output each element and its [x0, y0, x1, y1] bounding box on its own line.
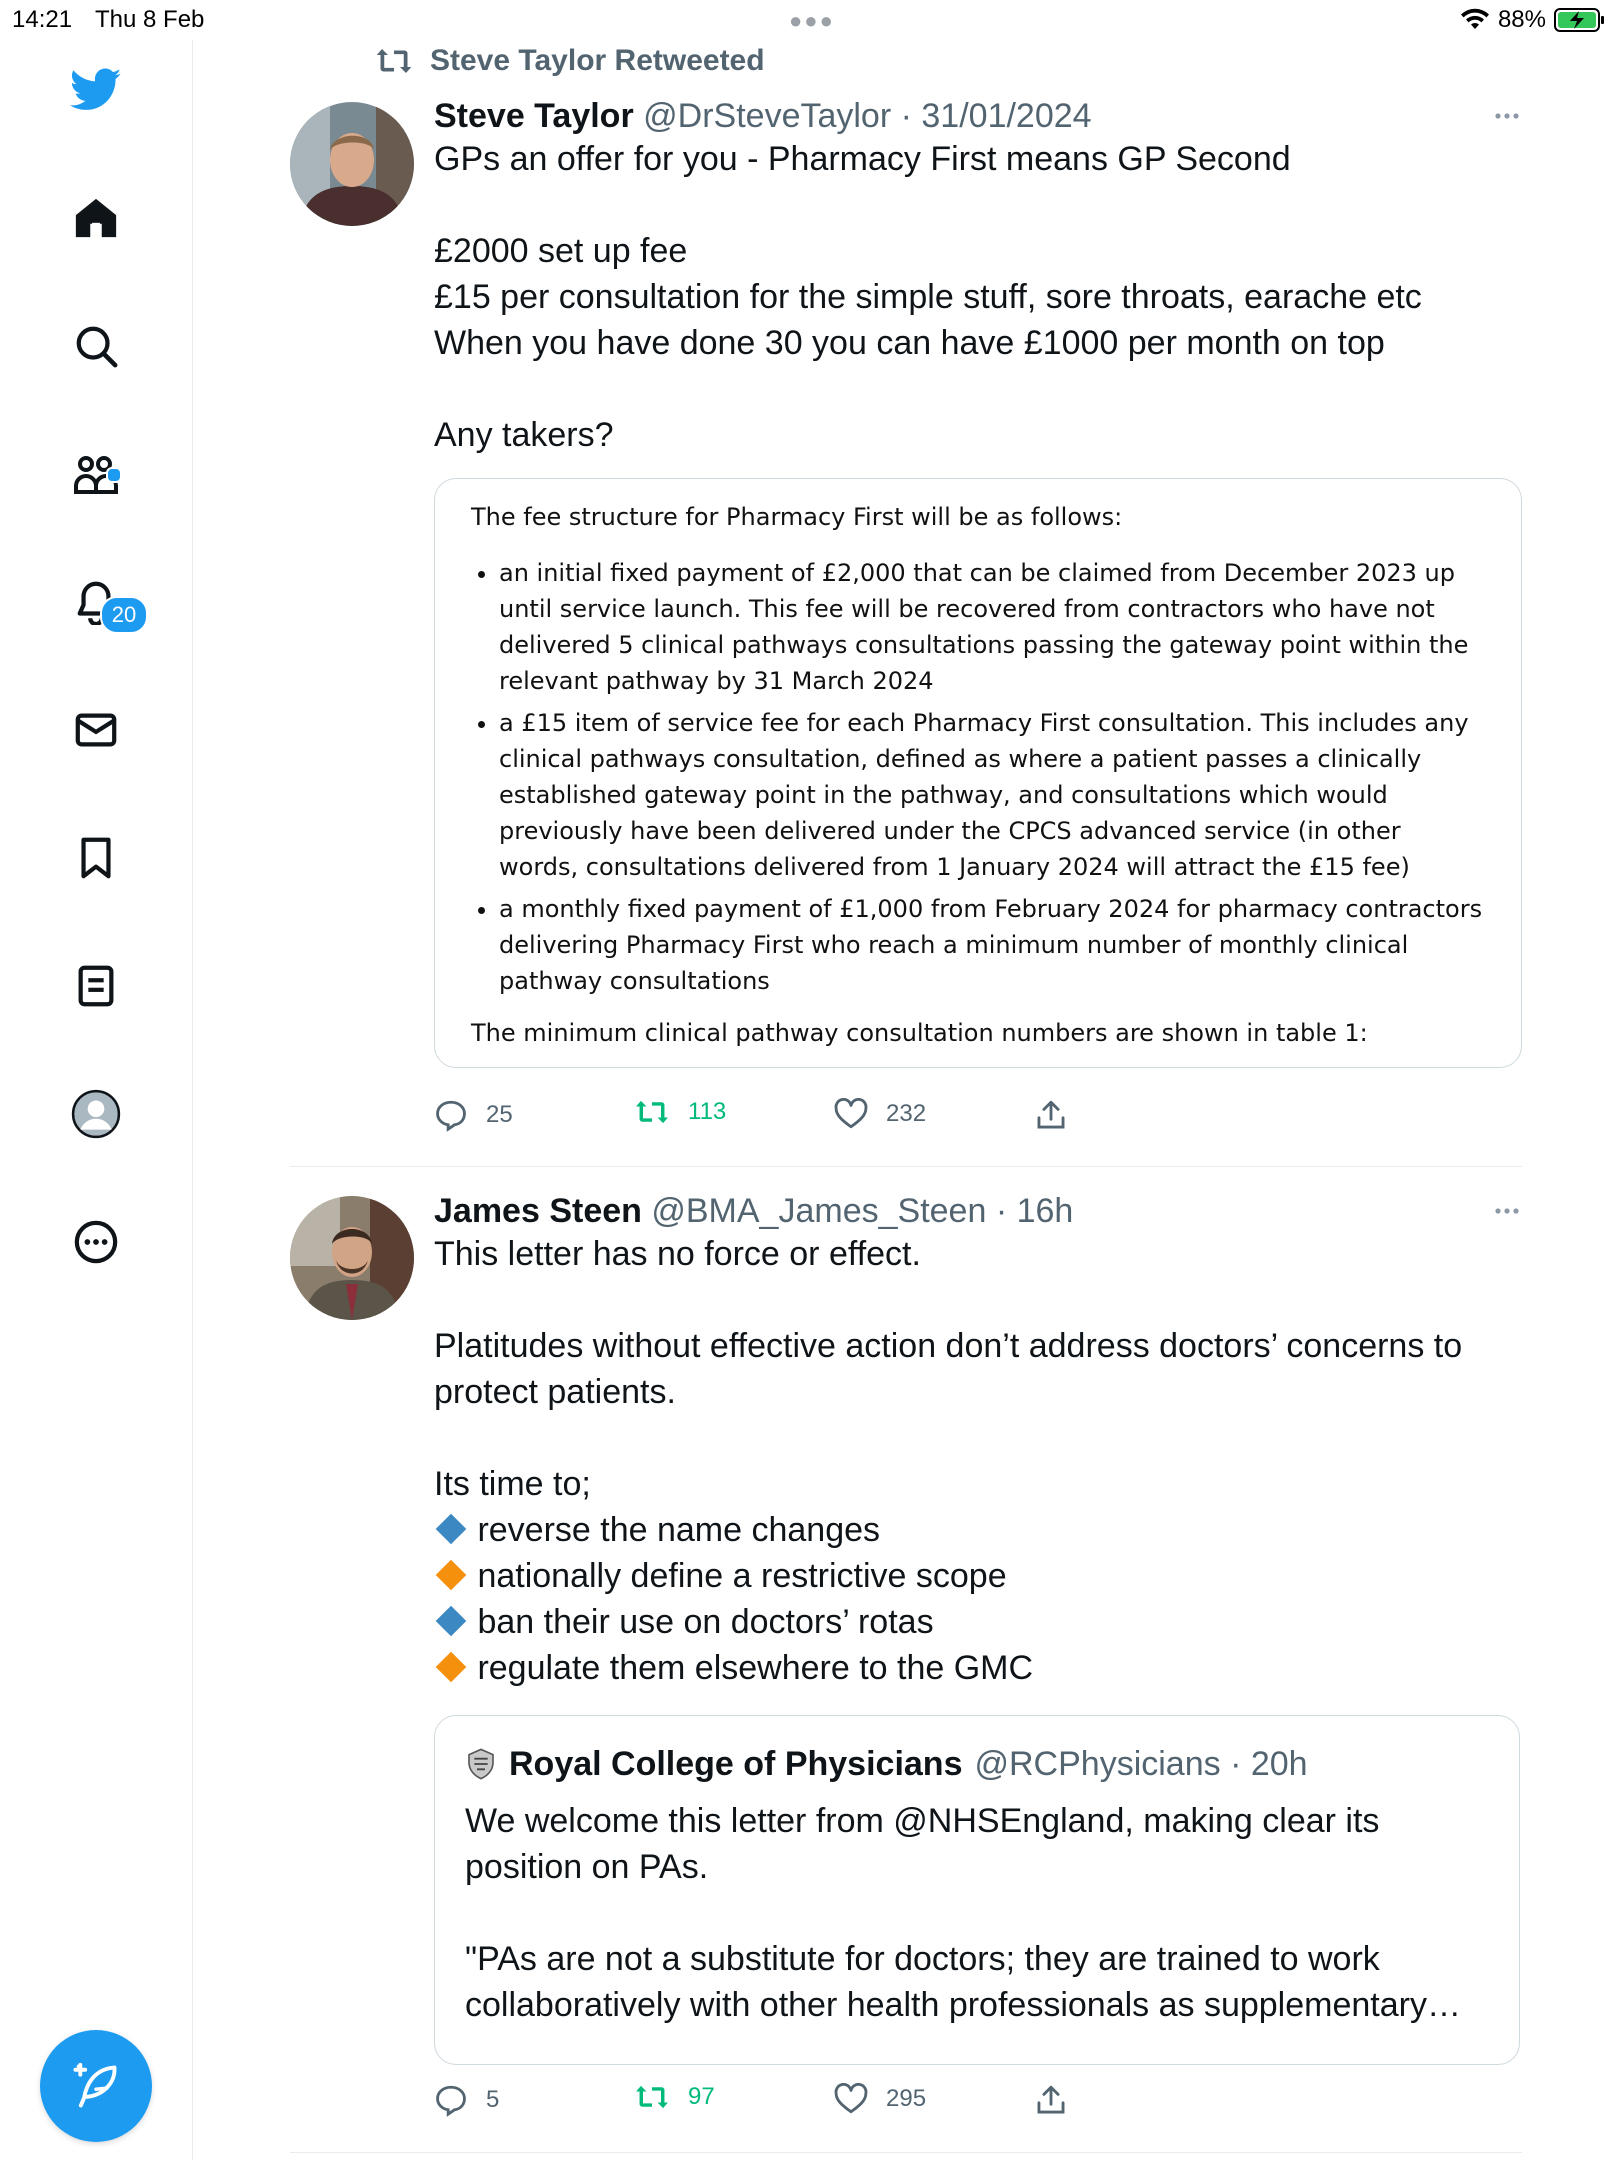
- tweet-steve-taylor[interactable]: [290, 0, 1522, 1166]
- orange-diamond-icon: [434, 1650, 468, 1684]
- document-bullet: • a monthly fixed payment of £1,000 from February 2024 for pharmacy contractors delivering Pharmacy First who reach a minimum number of monthly clinical pathway consultations: [499, 891, 1485, 999]
- tweet-divider: [290, 2152, 1522, 2153]
- quoted-author-name[interactable]: Royal College of Physicians: [509, 1745, 963, 1783]
- status-date: Thu 8 Feb: [95, 6, 205, 33]
- quoted-tweet-date[interactable]: 20h: [1250, 1745, 1308, 1783]
- document-bullet: • an initial fixed payment of £2,000 that can be claimed from December 2023 up until service launch. This fee will be recovered from contractors who have not delivered 5 clinical pathways consultations passing the gateway point within the relevant pathway by 31 March 2024: [499, 555, 1485, 699]
- rcp-crest-icon: [465, 1748, 497, 1780]
- retweet-button[interactable]: [634, 1098, 726, 1126]
- reply-icon: [434, 2083, 468, 2117]
- retweet-count: 97: [688, 2083, 715, 2110]
- reply-count: 25: [486, 1101, 513, 1128]
- reply-button[interactable]: [434, 1098, 513, 1132]
- reply-button[interactable]: [434, 2083, 499, 2117]
- tweet-line: Platitudes without effective action don’t address doctors’ concerns to protect patients.: [434, 1327, 1463, 1411]
- lists-icon[interactable]: [70, 960, 122, 1012]
- like-button[interactable]: [834, 2083, 926, 2115]
- list-item: regulate them elsewhere to the GMC: [434, 1645, 1522, 1691]
- compose-feather-icon: [70, 2060, 122, 2112]
- quoted-tweet[interactable]: [434, 1715, 1520, 2065]
- share-icon: [1034, 2083, 1068, 2117]
- tweet-james-steen[interactable]: [290, 1167, 1522, 2153]
- compose-tweet-button[interactable]: [40, 2030, 152, 2142]
- meta-separator: ·: [1220, 1745, 1251, 1783]
- more-options-icon[interactable]: [70, 1216, 122, 1268]
- blue-diamond-icon: [434, 1604, 468, 1638]
- heart-icon: [834, 2083, 868, 2115]
- communities-notification-dot: [106, 467, 122, 483]
- document-bullet-list: [471, 555, 1485, 999]
- tweet-line: GPs an offer for you - Pharmacy First means GP Second: [434, 140, 1291, 178]
- meta-separator: ·: [891, 97, 922, 135]
- profile-avatar-icon[interactable]: [70, 1088, 122, 1140]
- quoted-tweet-text: "PAs are not a substitute for doctors; they are trained to work collaboratively with other health professionals as supplementary…: [465, 1940, 1461, 2024]
- share-button[interactable]: [1034, 2083, 1068, 2117]
- tweet-actions: [434, 2083, 1134, 2123]
- tweet-line: This letter has no force or effect.: [434, 1235, 921, 1273]
- author-handle[interactable]: @DrSteveTaylor: [643, 97, 892, 135]
- document-bullet: • a £15 item of service fee for each Pharmacy First consultation. This includes any clinical pathways consultation, defined as where a patient passes a clinically established gateway point in the pathway, and consultations which would previously have been delivered under the CPCS advanced service (in other words, consultations delivered from 1 January 2024 will attract the £15 fee): [499, 705, 1485, 885]
- tweet-line: Its time to;: [434, 1465, 591, 1503]
- orange-diamond-icon: [434, 1558, 468, 1592]
- list-item: nationally define a restrictive scope: [434, 1553, 1522, 1599]
- retweet-icon: [634, 1098, 670, 1126]
- battery-charging-icon: [1554, 7, 1606, 33]
- status-time: 14:21: [12, 6, 73, 33]
- avatar[interactable]: [290, 1196, 414, 1320]
- quoted-author-handle[interactable]: @RCPhysicians: [974, 1745, 1221, 1783]
- author-handle[interactable]: @BMA_James_Steen: [651, 1192, 987, 1230]
- retweeted-by-text: Steve Taylor Retweeted: [430, 44, 765, 77]
- home-icon[interactable]: [70, 192, 122, 244]
- tweet-line: Any takers?: [434, 416, 614, 454]
- reply-count: 5: [486, 2086, 500, 2113]
- blue-diamond-icon: [434, 1512, 468, 1546]
- retweet-icon: [374, 46, 414, 76]
- tweet-more-icon[interactable]: [1492, 1201, 1522, 1221]
- retweet-button[interactable]: [634, 2083, 715, 2111]
- reply-icon: [434, 1098, 468, 1132]
- meta-separator: ·: [986, 1192, 1017, 1230]
- tweet-actions: [434, 1098, 1134, 1138]
- search-icon[interactable]: [70, 320, 122, 372]
- avatar[interactable]: [290, 102, 414, 226]
- like-count: 295: [886, 2085, 927, 2112]
- tweet-text: [434, 1231, 1522, 1691]
- bookmarks-icon[interactable]: [70, 832, 122, 884]
- share-icon: [1034, 1098, 1068, 1132]
- tweet-line: When you have done 30 you can have £1000 per month on top: [434, 324, 1385, 362]
- document-outro: The minimum clinical pathway consultation numbers are shown in table 1:: [471, 1019, 1368, 1047]
- notifications-count-badge: 20: [100, 596, 148, 634]
- list-item: reverse the name changes: [434, 1507, 1522, 1553]
- document-intro: The fee structure for Pharmacy First will be as follows:: [471, 503, 1123, 531]
- author-name[interactable]: James Steen: [434, 1192, 642, 1230]
- messages-envelope-icon[interactable]: [70, 704, 122, 756]
- like-button[interactable]: [834, 1098, 926, 1130]
- tweet-more-icon[interactable]: [1492, 106, 1522, 126]
- attached-document-image[interactable]: [434, 478, 1522, 1068]
- author-name[interactable]: Steve Taylor: [434, 97, 634, 135]
- heart-icon: [834, 1098, 868, 1130]
- tweet-line: £15 per consultation for the simple stuff, sore throats, earache etc: [434, 278, 1422, 316]
- share-button[interactable]: [1034, 1098, 1068, 1132]
- retweet-icon: [634, 2083, 670, 2111]
- tweet-date[interactable]: 31/01/2024: [921, 97, 1092, 135]
- twitter-logo-icon[interactable]: [70, 64, 122, 116]
- tweet-line: £2000 set up fee: [434, 232, 688, 270]
- battery-percentage: 88%: [1497, 6, 1546, 33]
- sidebar-nav: [0, 40, 193, 2160]
- tweet-text: [434, 136, 1522, 458]
- multitasking-dots-icon[interactable]: ●●●: [789, 8, 835, 33]
- tweet-date[interactable]: 16h: [1016, 1192, 1074, 1230]
- like-count: 232: [886, 1100, 927, 1127]
- quoted-tweet-text: We welcome this letter from @NHSEngland, making clear its position on PAs.: [465, 1802, 1380, 1886]
- retweeted-by-line[interactable]: [374, 44, 765, 78]
- list-item: ban their use on doctors’ rotas: [434, 1599, 1522, 1645]
- retweet-count: 113: [688, 1098, 727, 1125]
